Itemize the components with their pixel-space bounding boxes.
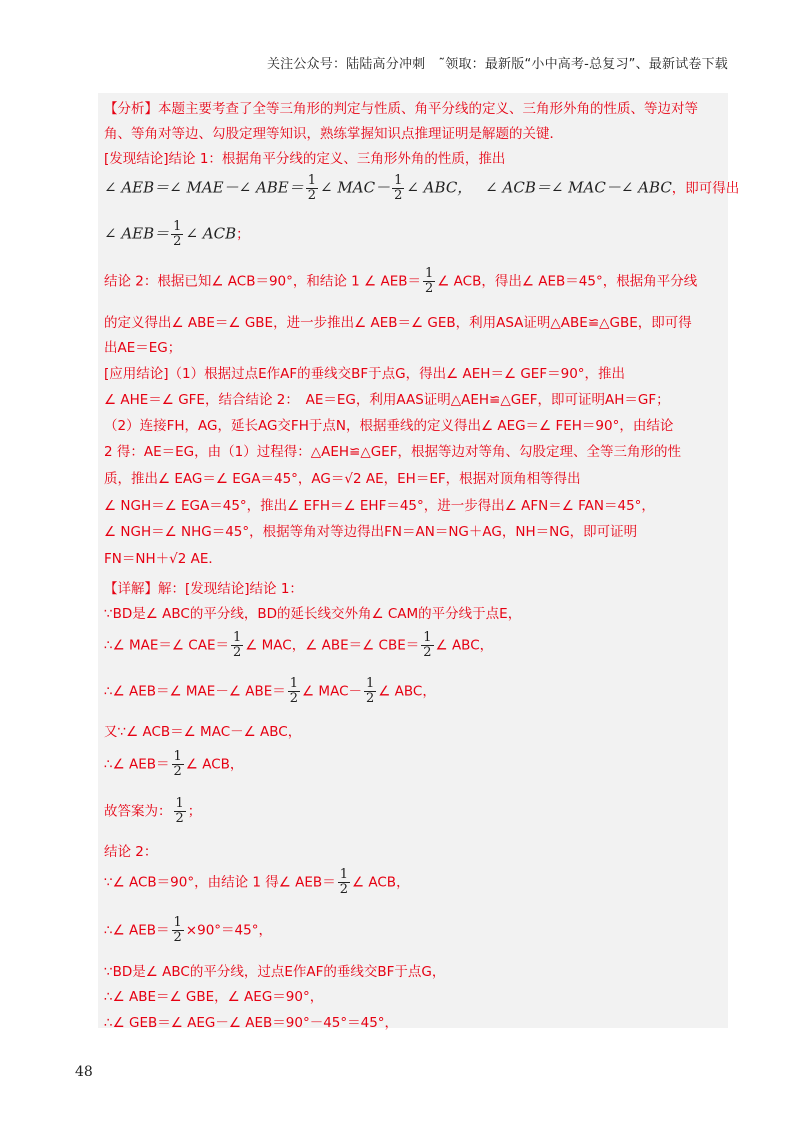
solution-line: 【详解】解：[发现结论]结论 1： <box>104 581 303 597</box>
solution-line: 结论 2： <box>104 844 158 860</box>
formula-line: ∠ AEB＝ $\frac{1}{2}$ ∠ ACB； <box>104 219 250 249</box>
formula-line: ∴∠ AEB＝∠ MAE－∠ ABE＝ $\frac{1}{2}$ ∠ MAC－ $\frac{1}{2}$ ∠ ABC， <box>104 676 436 706</box>
formula-line: ∴∠ AEB＝ $\frac{1}{2}$ ∠ ACB， <box>104 749 244 779</box>
solution-line: 又∵∠ ACB＝∠ MAC－∠ ABC， <box>104 724 302 740</box>
formula-line: ∵∠ ACB＝90°，由结论 1 得∠ AEB＝ $\frac{1}{2}$ ∠ ACB， <box>104 867 410 897</box>
analysis-line: 的定义得出∠ ABE＝∠ GBE，进一步推出∠ AEB＝∠ GEB，利用ASA证明△ABE≌△GBE，即可得 <box>104 315 692 331</box>
fraction: $\frac{1}{2}$ <box>173 915 182 945</box>
analysis-line: FN＝NH＋√2 AE． <box>104 551 222 567</box>
fraction: $\frac{1}{2}$ <box>232 630 242 660</box>
analysis-line: 结论 2：根据已知∠ ACB＝90°，和结论 1 ∠ AEB＝ $\frac{1}{2}$ ∠ ACB，得出∠ AEB＝45°，根据角平分线 <box>104 266 698 296</box>
analysis-line: ∠ AHE＝∠ GFE，结合结论 2： AE＝EG，利用AAS证明△AEH≌△GEF，即可证明AH＝GF； <box>104 392 670 408</box>
formula-line: ∠ AEB＝∠ MAE－∠ ABE＝ $\frac{1}{2}$ ∠ MAC－ $\frac{1}{2}$ ∠ ABC， ∠ ACB＝∠ MAC－∠ ABC，即可得出 <box>104 173 740 203</box>
fraction: $\frac{1}{2}$ <box>394 173 403 203</box>
analysis-line: [发现结论]结论 1：根据角平分线的定义、三角形外角的性质，推出 <box>104 151 506 167</box>
solution-line: ∴∠ GEB＝∠ AEG－∠ AEB＝90°－45°＝45°， <box>104 1015 399 1031</box>
fraction: $\frac{1}{2}$ <box>424 266 434 296</box>
analysis-line: ∠ NGH＝∠ NHG＝45°，根据等角对等边得出FN＝AN＝NG＋AG，NH＝NG，即可证明 <box>104 524 638 540</box>
analysis-line: 角、等角对等边、勾股定理等知识，熟练掌握知识点推理证明是解题的关键． <box>104 126 563 142</box>
analysis-line: （2）连接FH，AG，延长AG交FH于点N，根据垂线的定义得出∠ AEG＝∠ FEH＝90°，由结论 <box>104 418 674 434</box>
analysis-line: 【分析】本题主要考查了全等三角形的判定与性质、角平分线的定义、三角形外角的性质、等边对等 <box>104 101 698 117</box>
formula-line: ∴∠ AEB＝ $\frac{1}{2}$ ×90°＝45°， <box>104 915 272 945</box>
solution-line: ∴∠ ABE＝∠ GBE，∠ AEG＝90°， <box>104 989 324 1005</box>
fraction: $\frac{1}{2}$ <box>289 676 299 706</box>
analysis-line: 出AE＝EG； <box>104 340 182 356</box>
solution-line: ∵BD是∠ ABC的平分线，过点E作AF的垂线交BF于点G， <box>104 964 446 980</box>
formula-line: ∴∠ MAE＝∠ CAE＝ $\frac{1}{2}$ ∠ MAC，∠ ABE＝∠ CBE＝ $\frac{1}{2}$ ∠ ABC， <box>104 630 494 660</box>
page-number: 48 <box>75 1064 93 1080</box>
fraction: $\frac{1}{2}$ <box>173 219 182 249</box>
fraction: $\frac{1}{2}$ <box>339 867 348 897</box>
analysis-line: [应用结论]（1）根据过点E作AF的垂线交BF于点G，得出∠ AEH＝∠ GEF＝90°，推出 <box>104 366 626 382</box>
solution-line: ∵BD是∠ ABC的平分线，BD的延长线交外角∠ CAM的平分线于点E， <box>104 606 522 622</box>
answer-line: 故答案为： $\frac{1}{2}$ ； <box>104 796 202 826</box>
analysis-line: 质，推出∠ EAG＝∠ EGA＝45°，AG＝√2 AE，EH＝EF，根据对顶角相等得出 <box>104 471 581 487</box>
analysis-line: 2 得：AE＝EG，由（1）过程得：△AEH≌△GEF，根据等边对等角、勾股定理、全等三角形的性 <box>104 444 681 460</box>
fraction: $\frac{1}{2}$ <box>423 630 432 660</box>
fraction: $\frac{1}{2}$ <box>307 173 317 203</box>
fraction: $\frac{1}{2}$ <box>175 796 184 826</box>
page-header: 关注公众号：陆陆高分冲刺 ˜领取：最新版“小中高考-总复习”、最新试卷下载 <box>266 57 728 72</box>
fraction: $\frac{1}{2}$ <box>173 749 182 779</box>
analysis-line: ∠ NGH＝∠ EGA＝45°，推出∠ EFH＝∠ EHF＝45°，进一步得出∠ AFN＝∠ FAN＝45°， <box>104 498 655 514</box>
fraction: $\frac{1}{2}$ <box>366 676 375 706</box>
